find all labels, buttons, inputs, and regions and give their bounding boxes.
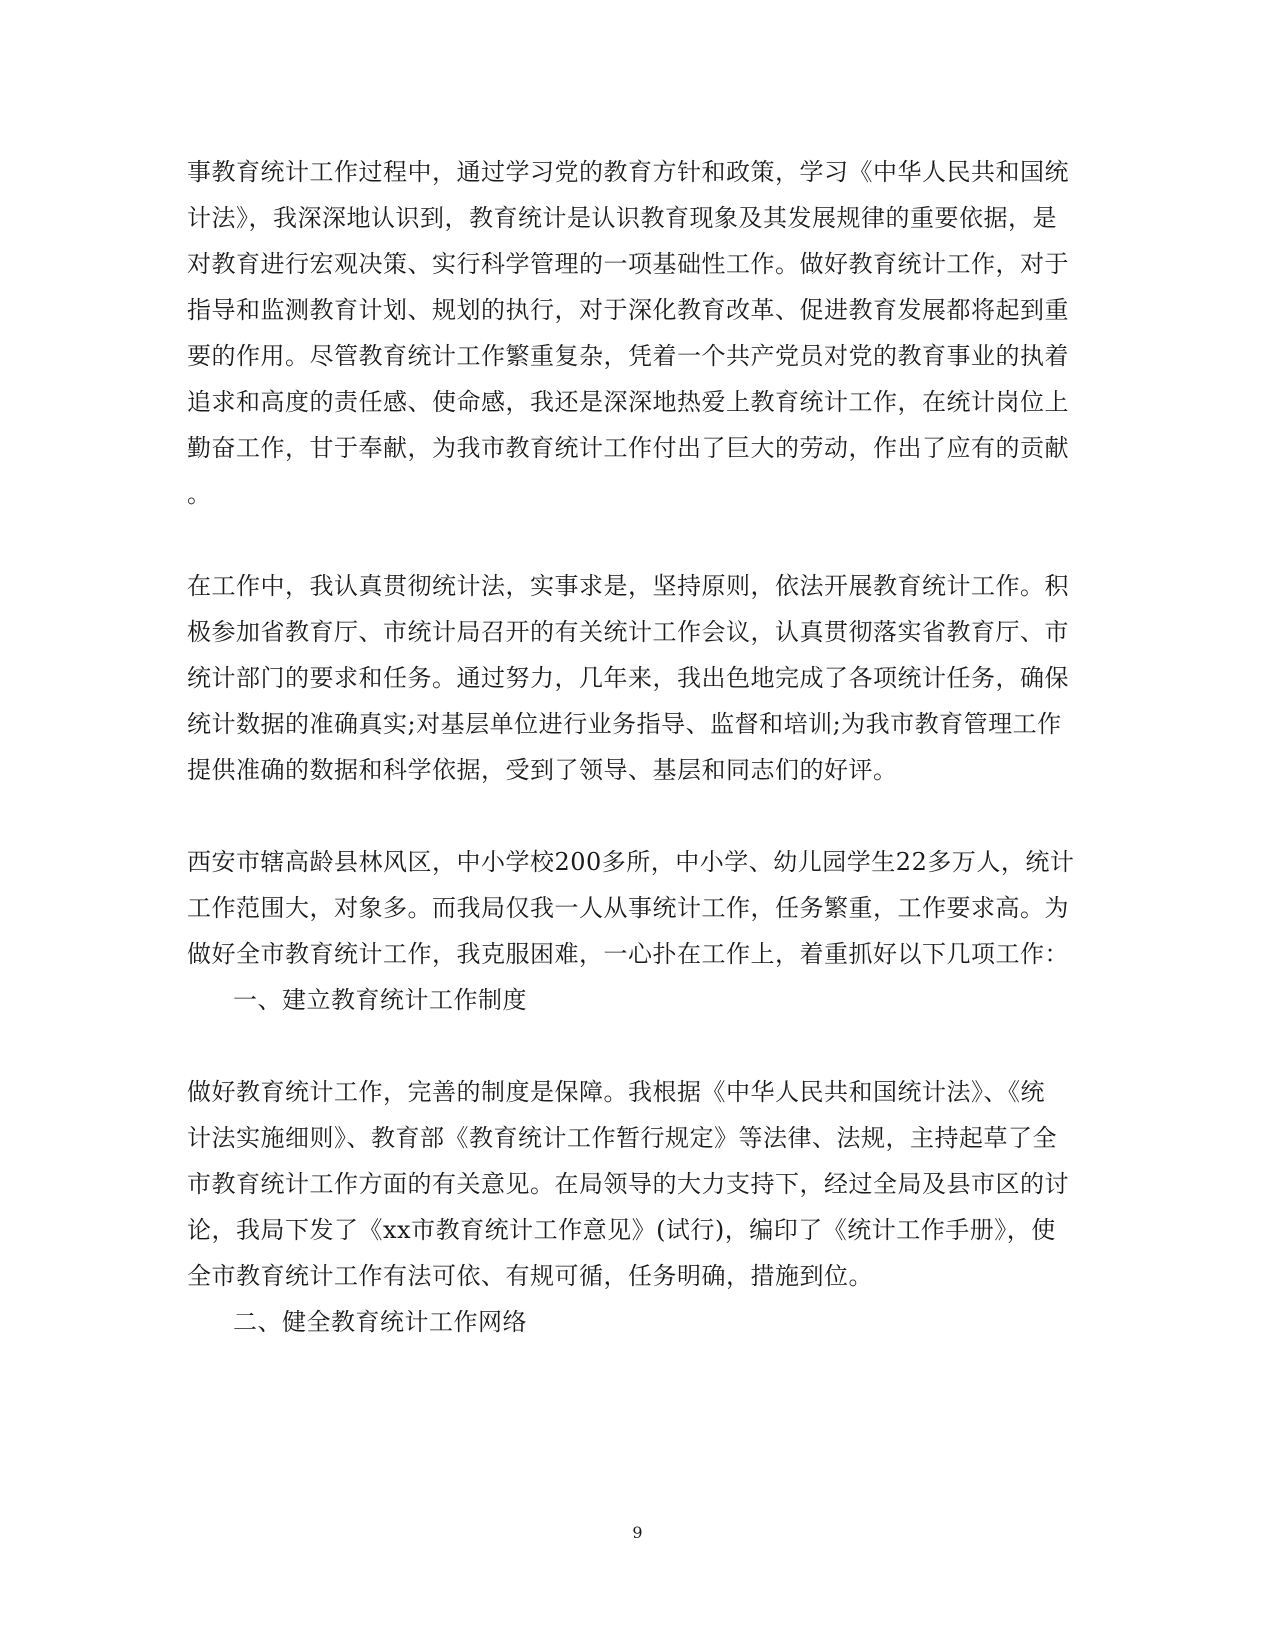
paragraph-3-line-2: 工作范围大，对象多。而我局仅我一人从事统计工作，任务繁重，工作要求高。为 — [187, 894, 1069, 922]
paragraph-4-line-3: 市教育统计工作方面的有关意见。在局领导的大力支持下，经过全局及县市区的讨 — [187, 1170, 1069, 1198]
section-heading-2: 二、健全教育统计工作网络 — [233, 1308, 527, 1336]
paragraph-4-line-2: 计法实施细则》、教育部《教育统计工作暂行规定》等法律、法规，主持起草了全 — [187, 1124, 1057, 1152]
paragraph-1-line-1: 事教育统计工作过程中，通过学习党的教育方针和政策，学习《中华人民共和国统 — [187, 158, 1069, 186]
paragraph-3-line-3: 做好全市教育统计工作，我克服困难，一心扑在工作上，着重抓好以下几项工作： — [187, 940, 1069, 968]
page-number: 9 — [632, 1523, 643, 1542]
paragraph-1-line-5: 要的作用。尽管教育统计工作繁重复杂，凭着一个共产党员对党的教育事业的执着 — [187, 342, 1069, 370]
paragraph-1-line-7: 勤奋工作，甘于奉献，为我市教育统计工作付出了巨大的劳动，作出了应有的贡献 — [187, 434, 1069, 462]
paragraph-1-line-6: 追求和高度的责任感、使命感，我还是深深地热爱上教育统计工作，在统计岗位上 — [187, 388, 1069, 416]
paragraph-1-line-8: 。 — [187, 480, 212, 508]
section-heading-1: 一、建立教育统计工作制度 — [233, 986, 527, 1014]
paragraph-2-line-2: 极参加省教育厅、市统计局召开的有关统计工作会议，认真贯彻落实省教育厅、市 — [187, 618, 1069, 646]
paragraph-4-line-5: 全市教育统计工作有法可依、有规可循，任务明确，措施到位。 — [187, 1262, 873, 1290]
paragraph-2-line-3: 统计部门的要求和任务。通过努力，几年来，我出色地完成了各项统计任务，确保 — [187, 664, 1069, 692]
paragraph-2-line-1: 在工作中，我认真贯彻统计法，实事求是，坚持原则，依法开展教育统计工作。积 — [187, 572, 1069, 600]
paragraph-4-line-4: 论，我局下发了《xx市教育统计工作意见》(试行)，编印了《统计工作手册》，使 — [187, 1216, 1056, 1244]
paragraph-4-line-1: 做好教育统计工作，完善的制度是保障。我根据《中华人民共和国统计法》、《统 — [187, 1078, 1045, 1106]
paragraph-1-line-3: 对教育进行宏观决策、实行科学管理的一项基础性工作。做好教育统计工作，对于 — [187, 250, 1069, 278]
paragraph-3-line-1: 西安市辖高龄县林风区，中小学校200多所，中小学、幼儿园学生22多万人，统计 — [187, 848, 1075, 876]
paragraph-2-line-5: 提供准确的数据和科学依据，受到了领导、基层和同志们的好评。 — [187, 756, 898, 784]
paragraph-1-line-2: 计法》，我深深地认识到，教育统计是认识教育现象及其发展规律的重要依据，是 — [187, 204, 1057, 232]
paragraph-2-line-4: 统计数据的准确真实;对基层单位进行业务指导、监督和培训;为我市教育管理工作 — [187, 710, 1062, 738]
paragraph-1-line-4: 指导和监测教育计划、规划的执行，对于深化教育改革、促进教育发展都将起到重 — [187, 296, 1069, 324]
